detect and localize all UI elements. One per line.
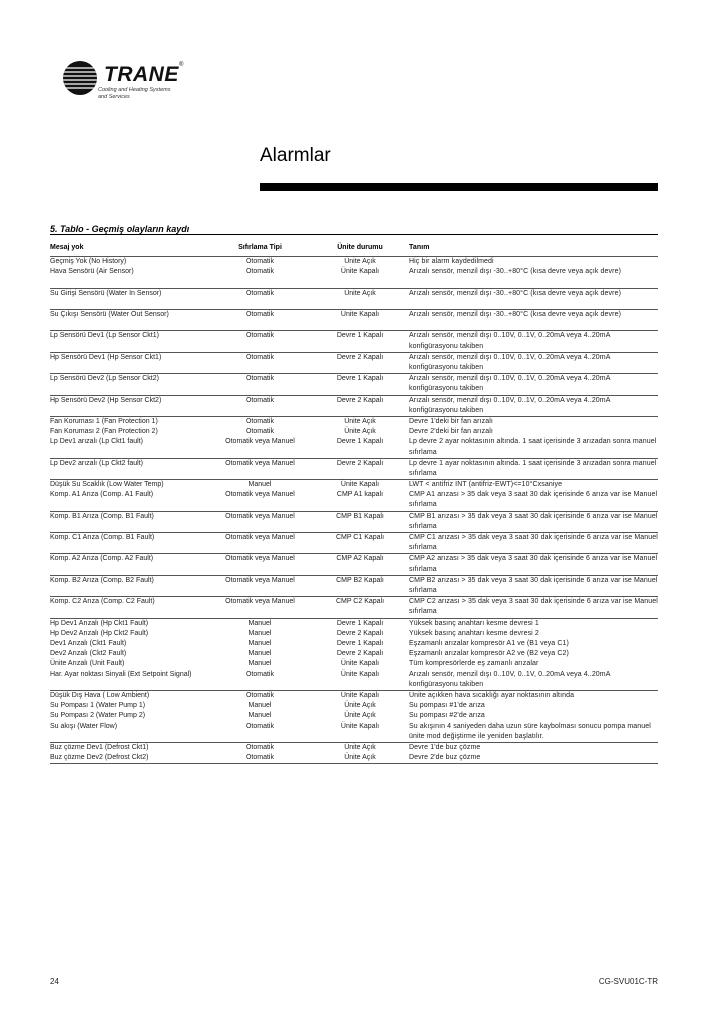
cell-message: Su akışı (Water Flow) — [50, 722, 118, 730]
cell-unit-state: CMP A2 Kapalı — [336, 555, 384, 563]
table-row — [50, 257, 658, 267]
cell-reset-type: Otomatik — [245, 743, 274, 751]
cell-message: Fan Koruması 1 (Fan Protection 1) — [50, 417, 158, 425]
cell-message: Komp. A1 Arıza (Comp. A1 Fault) — [50, 491, 154, 499]
cell-unit-state: Ünite Açık — [344, 289, 376, 297]
table-row — [50, 480, 658, 490]
table-row — [50, 289, 658, 310]
cell-description: Arızalı sensör, menzil dışı 0..10V, 0..1V, 0..20mA veya 4..20mA konfigürasyonu takiben — [409, 396, 611, 414]
cell-unit-state: Devre 1 Kapalı — [336, 639, 384, 647]
cell-message: Su Pompası 1 (Water Pump 1) — [50, 702, 146, 710]
col-header-description: Tanım — [409, 244, 430, 251]
cell-reset-type: Otomatik — [245, 670, 274, 678]
cell-description: Arızalı sensör, menzil dışı -30..+80°C (kısa devre veya açık devre) — [409, 310, 621, 318]
cell-reset-type: Otomatik veya Manuel — [225, 534, 295, 542]
table-row — [50, 722, 658, 743]
cell-reset-type: Otomatik veya Manuel — [225, 459, 295, 467]
table-row — [50, 533, 658, 554]
cell-reset-type: Manuel — [248, 481, 272, 489]
cell-message: Komp. C1 Arıza (Comp. B1 Fault) — [50, 534, 155, 542]
cell-reset-type: Otomatik — [245, 289, 274, 297]
cell-unit-state: Devre 2 Kapalı — [336, 396, 384, 404]
cell-message: Har. Ayar noktası Sinyali (Ext Setpoint Signal) — [50, 670, 192, 678]
cell-message: Su Çıkışı Sensörü (Water Out Sensor) — [50, 310, 169, 318]
table-row — [50, 512, 658, 533]
cell-unit-state: CMP B2 Kapalı — [336, 576, 384, 584]
table-row — [50, 576, 658, 597]
cell-reset-type: Manuel — [248, 650, 272, 658]
cell-reset-type: Otomatik — [245, 722, 274, 730]
cell-message: Ünite Arızalı (Unit Fault) — [50, 660, 125, 668]
cell-description: Devre 2'de buz çözme — [409, 754, 481, 762]
cell-description: CMP C2 arızası > 35 dak veya 3 saat 30 dak içerisinde 6 arıza var ise Manuel sıfırlama — [409, 598, 658, 616]
table-row — [50, 743, 658, 753]
cell-reset-type: Otomatik — [245, 417, 274, 425]
table-row — [50, 619, 658, 629]
cell-unit-state: CMP B1 Kapalı — [336, 512, 384, 520]
table-row — [50, 437, 658, 458]
cell-message: Komp. C2 Arıza (Comp. C2 Fault) — [50, 598, 155, 606]
section-title: 5. Tablo - Geçmiş olayların kaydı — [50, 224, 190, 234]
cell-unit-state: Ünite Açık — [344, 743, 376, 751]
cell-reset-type: Otomatik — [245, 691, 274, 699]
cell-description: Ünite açıkken hava sıcaklığı ayar noktasının altında — [409, 691, 575, 699]
table-row — [50, 427, 658, 437]
cell-reset-type: Manuel — [248, 639, 272, 647]
table-row — [50, 711, 658, 721]
cell-unit-state: Ünite Kapalı — [340, 310, 380, 318]
cell-unit-state: Devre 1 Kapalı — [336, 332, 384, 340]
table-row — [50, 649, 658, 659]
table-row — [50, 374, 658, 395]
cell-unit-state: Devre 2 Kapalı — [336, 650, 384, 658]
cell-unit-state: Ünite Açık — [344, 428, 376, 436]
cell-reset-type: Manuel — [248, 629, 272, 637]
cell-reset-type: Otomatik veya Manuel — [225, 576, 295, 584]
cell-reset-type: Otomatik veya Manuel — [225, 512, 295, 520]
cell-unit-state: CMP C2 Kapalı — [335, 598, 385, 606]
table-row — [50, 267, 658, 288]
cell-description: Hiç bir alarm kaydedilmedi — [409, 258, 494, 265]
table-row — [50, 691, 658, 701]
cell-unit-state: Ünite Kapalı — [340, 660, 380, 668]
trane-logo — [62, 60, 202, 112]
table-row — [50, 396, 658, 417]
cell-message: Hp Dev1 Arızalı (Hp Ckt1 Fault) — [50, 619, 149, 627]
cell-description: Lp devre 1 ayar noktasının altında. 1 saat içerisinde 3 arızadan sonra manuel sıfırlama — [409, 459, 657, 477]
table-row — [50, 310, 658, 331]
cell-reset-type: Manuel — [248, 712, 272, 720]
cell-description: Devre 1'deki bir fan arızalı — [409, 417, 493, 425]
col-header-reset-type: Sıfırlama Tipi — [238, 244, 282, 251]
cell-description: CMP B1 arızası > 35 dak veya 3 saat 30 dak içerisinde 6 arıza var ise Manuel sıfırlama — [409, 512, 658, 530]
table-row — [50, 490, 658, 511]
cell-message: Fan Koruması 2 (Fan Protection 2) — [50, 428, 158, 436]
cell-message: Hp Dev2 Arızalı (Hp Ckt2 Fault) — [50, 629, 149, 637]
table-row — [50, 701, 658, 711]
cell-message: Lp Dev2 arızalı (Lp Ckt2 fault) — [50, 459, 143, 467]
table-row — [50, 417, 658, 427]
cell-message: Komp. A2 Arıza (Comp. A2 Fault) — [50, 555, 154, 563]
cell-description: Arızalı sensör, menzil dışı -30..+80°C (kısa devre veya açık devre) — [409, 289, 621, 297]
page-title: Alarmlar — [260, 145, 331, 166]
brand-registered: ® — [179, 62, 184, 68]
cell-message: Düşük Su Scaklık (Low Water Temp) — [50, 481, 164, 489]
cell-message: Dev2 Arızalı (Ckt2 Fault) — [50, 650, 127, 658]
cell-reset-type: Otomatik — [245, 332, 274, 340]
cell-description: Su akışının 4 saniyeden daha uzun süre kaybolması sonucu pompa manuel ünite mod değiştirme ile yeniden başlatılır. — [409, 722, 651, 740]
table-row — [50, 639, 658, 649]
cell-unit-state: Ünite Açık — [344, 702, 376, 710]
cell-message: Lp Sensörü Dev2 (Lp Sensor Ckt2) — [50, 375, 159, 383]
cell-reset-type: Otomatik — [245, 375, 274, 383]
cell-description: Yüksek basınç anahtarı kesme devresi 2 — [409, 629, 539, 637]
cell-reset-type: Otomatik veya Manuel — [225, 491, 295, 499]
cell-description: Arızalı sensör, menzil dışı 0..10V, 0..1V, 0..20mA veya 4..20mA konfigürasyonu takiben — [409, 353, 611, 371]
cell-message: Geçmiş Yok (No History) — [50, 258, 127, 265]
cell-description: Arızalı sensör, menzil dışı 0..10V, 0..1V, 0..20mA veya 4..20mA konfigürasyonu takiben — [409, 332, 611, 350]
cell-description: Arızalı sensör, menzil dışı 0..10V, 0..1V, 0..20mA veya 4..20mA konfigürasyonu takiben — [409, 375, 611, 393]
cell-unit-state: CMP A1 kapalı — [336, 491, 384, 499]
cell-unit-state: Devre 2 Kapalı — [336, 629, 384, 637]
title-bar — [260, 183, 658, 191]
cell-unit-state: Ünite Açık — [344, 712, 376, 720]
col-header-unit-state: Ünite durumu — [337, 244, 383, 251]
table-row — [50, 629, 658, 639]
table-row — [50, 459, 658, 480]
cell-unit-state: Devre 1 Kapalı — [336, 619, 384, 627]
cell-unit-state: Ünite Açık — [344, 258, 376, 265]
alarm-history-table — [50, 243, 658, 764]
cell-description: Arızalı sensör, menzil dışı -30..+80°C (kısa devre veya açık devre) — [409, 268, 621, 276]
cell-description: CMP C1 arızası > 35 dak veya 3 saat 30 dak içerisinde 6 arıza var ise Manuel sıfırlama — [409, 534, 658, 552]
cell-unit-state: Ünite Açık — [344, 417, 376, 425]
cell-description: LWT < antifriz INT (antifriz-EWT)<=10°Cxsaniye — [409, 481, 563, 489]
cell-unit-state: Ünite Kapalı — [340, 722, 380, 730]
table-row — [50, 353, 658, 374]
cell-reset-type: Manuel — [248, 702, 272, 710]
cell-message: Komp. B2 Arıza (Comp. B2 Fault) — [50, 576, 154, 584]
cell-message: Buz çözme Dev2 (Defrost Ckt2) — [50, 754, 149, 762]
cell-message: Hp Sensörü Dev2 (Hp Sensor Ckt2) — [50, 396, 162, 404]
cell-reset-type: Otomatik — [245, 310, 274, 318]
table-body — [50, 257, 658, 764]
table-row — [50, 753, 658, 764]
table-row — [50, 597, 658, 618]
cell-unit-state: Devre 2 Kapalı — [336, 353, 384, 361]
table-row — [50, 554, 658, 575]
cell-unit-state: Devre 1 Kapalı — [336, 375, 384, 383]
cell-reset-type: Otomatik — [245, 428, 274, 436]
cell-reset-type: Otomatik veya Manuel — [225, 438, 295, 446]
table-row — [50, 659, 658, 669]
table-header — [50, 243, 658, 257]
cell-unit-state: Ünite Kapalı — [340, 670, 380, 678]
cell-reset-type: Otomatik — [245, 353, 274, 361]
cell-message: Buz çözme Dev1 (Defrost Ckt1) — [50, 743, 149, 751]
brand-name: TRANE — [104, 63, 179, 86]
cell-reset-type: Otomatik — [245, 396, 274, 404]
cell-message: Hava Sensörü (Air Sensor) — [50, 268, 134, 276]
cell-description: Su pompası #1'de arıza — [409, 702, 485, 710]
cell-reset-type: Otomatik veya Manuel — [225, 555, 295, 563]
cell-description: Arızalı sensör, menzil dışı 0..10V, 0..1V, 0..20mA veya 4..20mA konfigürasyonu takiben — [409, 670, 611, 688]
cell-message: Su Pompası 2 (Water Pump 2) — [50, 712, 146, 720]
cell-unit-state: CMP C1 Kapalı — [335, 534, 385, 542]
cell-description: Devre 2'deki bir fan arızalı — [409, 428, 493, 436]
cell-unit-state: Devre 1 Kapalı — [336, 438, 384, 446]
cell-description: Lp devre 2 ayar noktasının altında. 1 saat içerisinde 3 arızadan sonra manuel sıfırlama — [409, 438, 657, 456]
cell-message: Lp Dev1 arızalı (Lp Ckt1 fault) — [50, 438, 143, 446]
cell-reset-type: Manuel — [248, 619, 272, 627]
cell-description: Tüm kompresörlerde eş zamanlı arızalar — [409, 660, 539, 668]
cell-reset-type: Otomatik — [245, 268, 274, 276]
table-top-rule — [50, 234, 658, 235]
cell-description: Su pompası #2'de arıza — [409, 712, 485, 720]
cell-reset-type: Otomatik veya Manuel — [225, 598, 295, 606]
cell-message: Lp Sensörü Dev1 (Lp Sensor Ckt1) — [50, 332, 159, 340]
cell-description: Yüksek basınç anahtarı kesme devresi 1 — [409, 619, 539, 627]
trane-globe-icon — [62, 60, 98, 96]
cell-description: CMP A2 arızası > 35 dak veya 3 saat 30 dak içerisinde 6 arıza var ise Manuel sıfırlama — [409, 555, 658, 573]
table-row — [50, 331, 658, 352]
cell-description: CMP A1 arızası > 35 dak veya 3 saat 30 dak içerisinde 6 arıza var ise Manuel sıfırlama — [409, 491, 658, 509]
col-header-message: Mesaj yok — [50, 244, 84, 251]
cell-unit-state: Ünite Açık — [344, 754, 376, 762]
cell-unit-state: Ünite Kapalı — [340, 481, 380, 489]
cell-description: Eşzamanlı arızalar kompresör A1 ve (B1 veya C1) — [409, 639, 569, 647]
cell-unit-state: Devre 2 Kapalı — [336, 459, 384, 467]
cell-reset-type: Otomatik — [245, 258, 274, 265]
table-row — [50, 670, 658, 691]
cell-description: Devre 1'de buz çözme — [409, 743, 481, 751]
cell-message: Hp Sensörü Dev1 (Hp Sensor Ckt1) — [50, 353, 162, 361]
cell-description: CMP B2 arızası > 35 dak veya 3 saat 30 dak içerisinde 6 arıza var ise Manuel sıfırlama — [409, 576, 658, 595]
cell-message: Dev1 Arızalı (Ckt1 Fault) — [50, 639, 127, 647]
document-code: CG-SVU01C-TR — [598, 977, 658, 986]
cell-description: Eşzamanlı arızalar kompresör A2 ve (B2 veya C2) — [409, 650, 569, 658]
cell-reset-type: Otomatik — [245, 754, 274, 762]
cell-reset-type: Manuel — [248, 660, 272, 668]
cell-message: Su Girişi Sensörü (Water In Sensor) — [50, 289, 162, 297]
cell-message: Komp. B1 Arıza (Comp. B1 Fault) — [50, 512, 154, 520]
cell-unit-state: Ünite Kapalı — [340, 691, 380, 699]
page-number: 24 — [50, 977, 59, 986]
brand-tagline: Cooling and Heating Systems and Services — [98, 87, 171, 100]
cell-message: Düşük Dış Hava ( Low Ambient) — [50, 691, 150, 699]
cell-unit-state: Ünite Kapalı — [340, 268, 380, 276]
